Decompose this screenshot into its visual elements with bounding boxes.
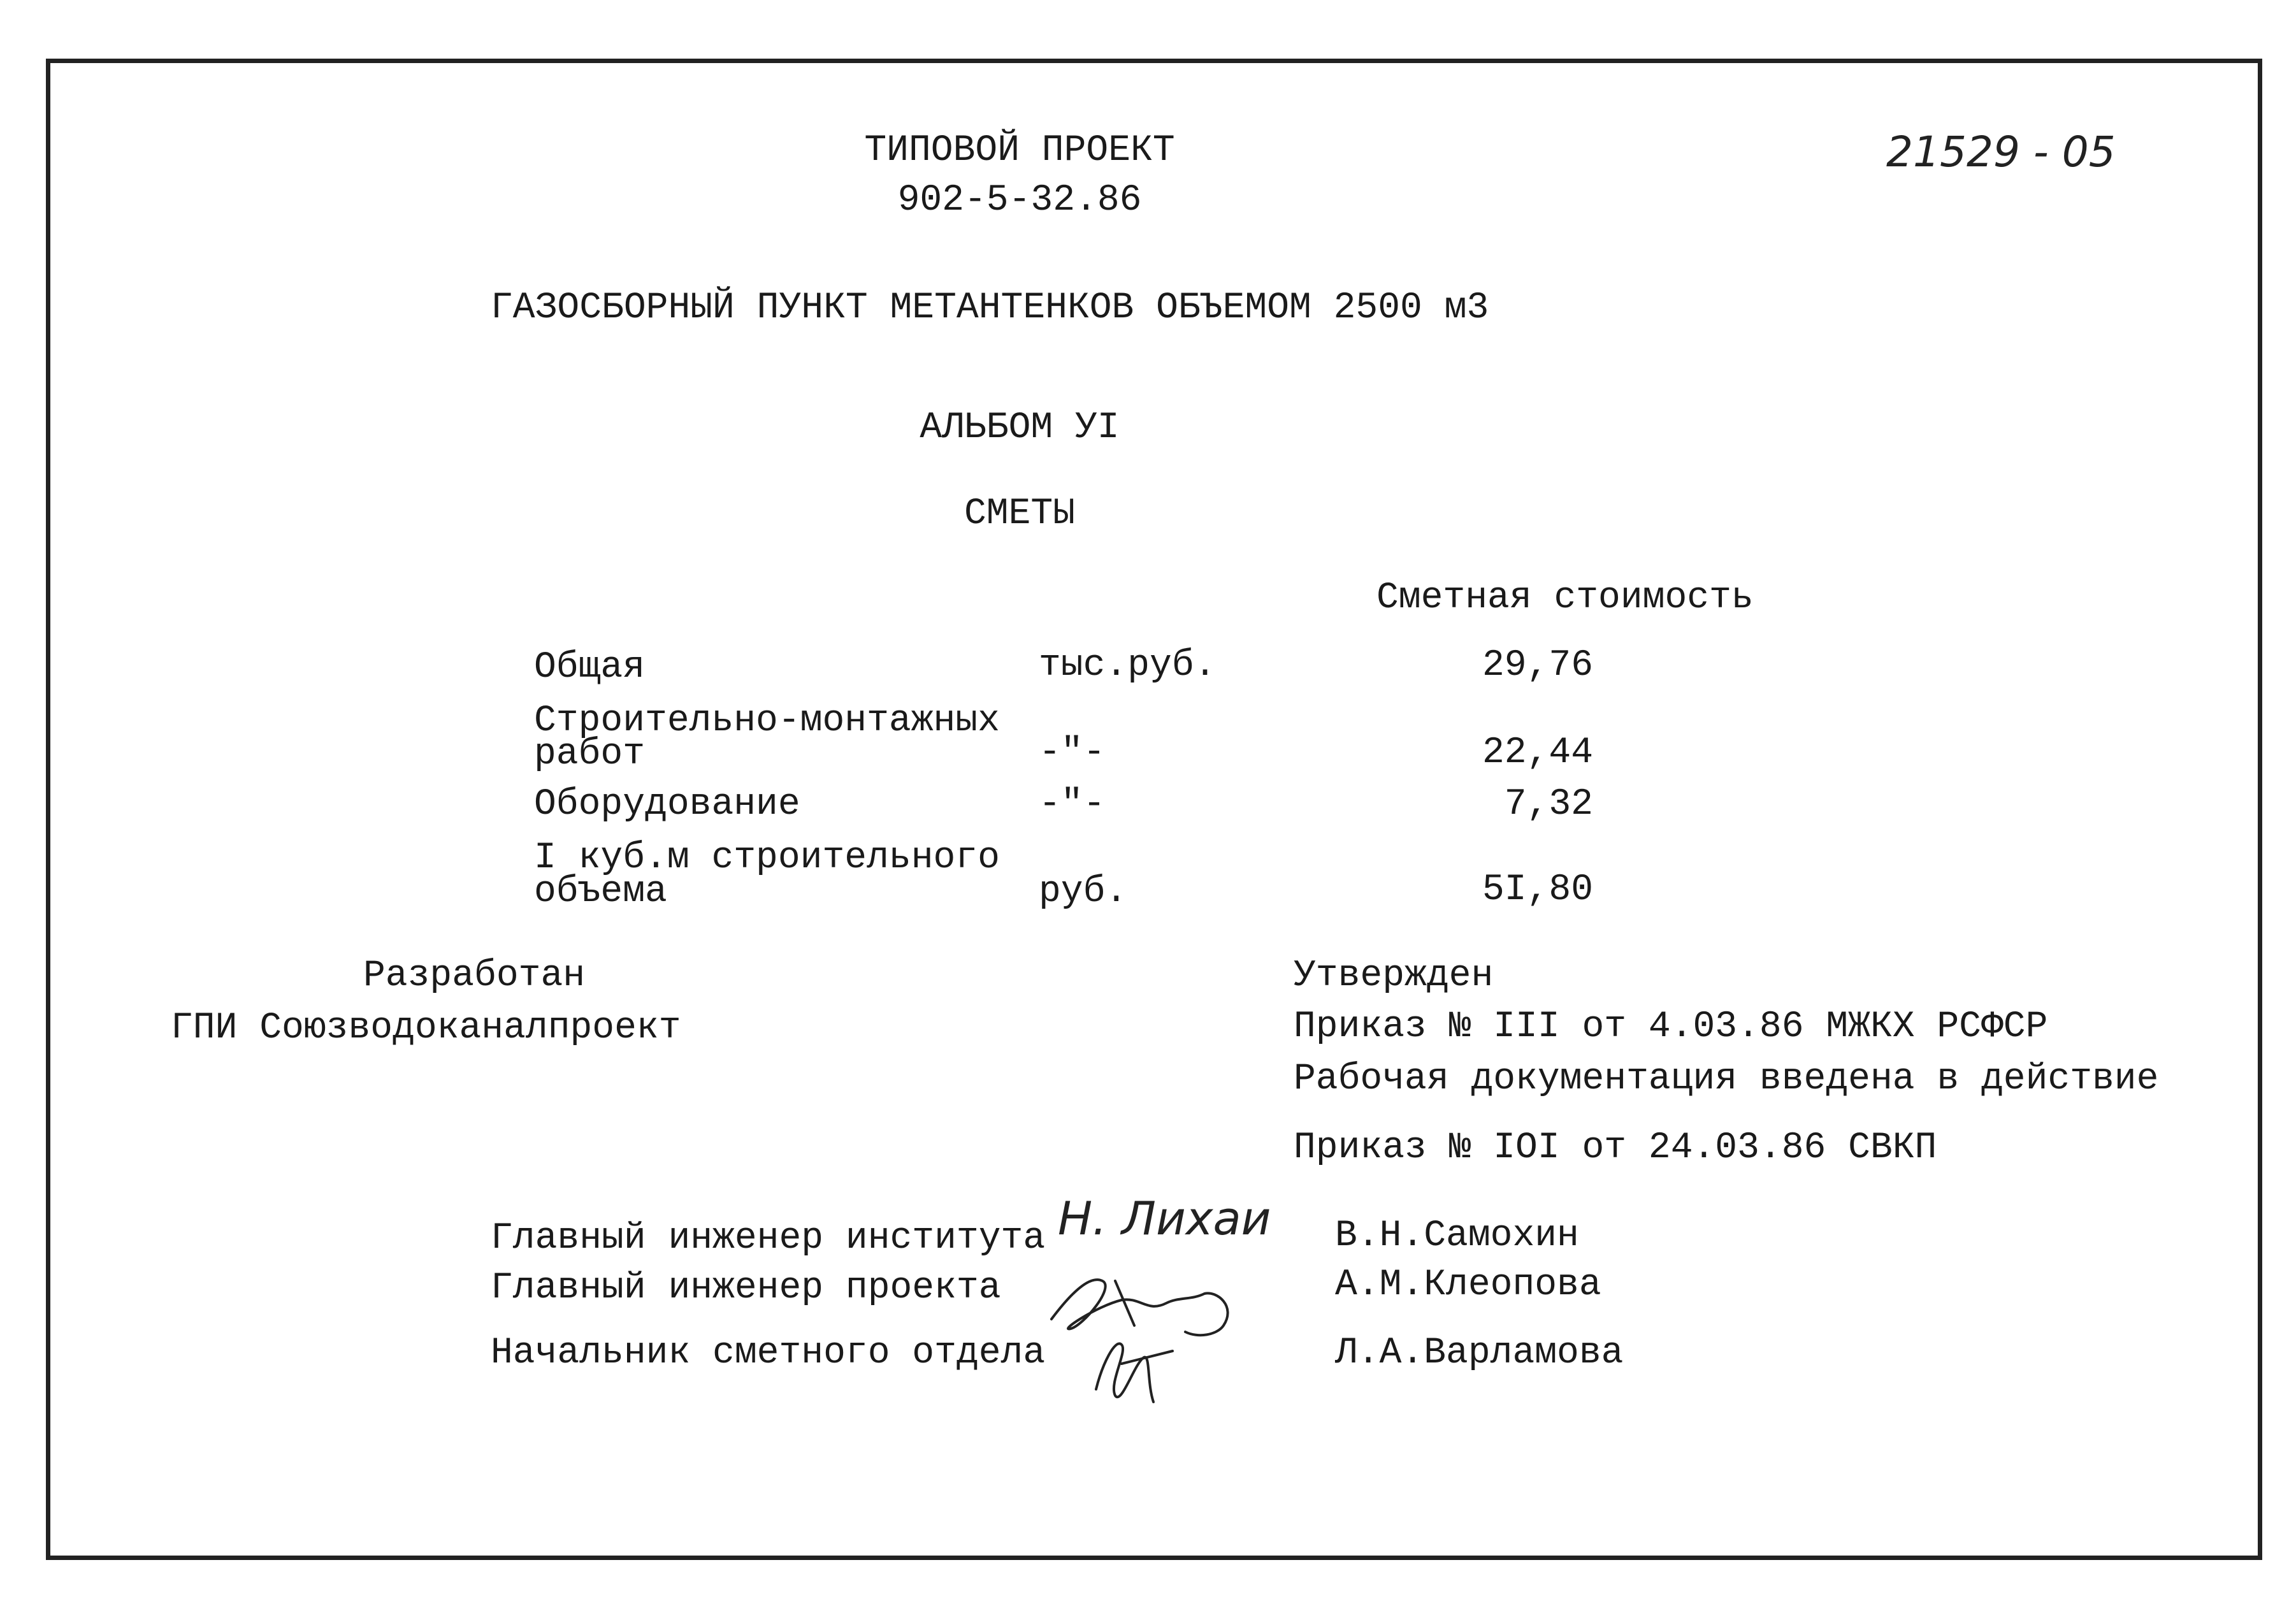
approval-order: Приказ № III от 4.03.86 МЖКХ РСФСР	[1294, 1006, 2048, 1048]
project-type-label: ТИПОВОЙ ПРОЕКТ	[864, 130, 1175, 171]
cost-row-unit: тыс.руб.	[1039, 645, 1217, 686]
document-title: ГАЗОСБОРНЫЙ ПУНКТ МЕТАНТЕНКОВ ОБЪЕМОМ 2500 м3	[491, 287, 1489, 329]
signatory-name: А.М.Клеопова	[1335, 1264, 1601, 1306]
cost-row-value: 22,44	[1482, 732, 1593, 774]
signatory-position: Главный инженер института	[491, 1218, 1046, 1259]
cost-row-label: Оборудование	[534, 784, 800, 825]
cost-row-value: 5I,80	[1482, 869, 1593, 911]
signatory-name: Л.А.Варламова	[1335, 1333, 1624, 1374]
handwritten-signature: Н. Лихаи	[1058, 1192, 1271, 1245]
project-number: 902-5-32.86	[897, 180, 1142, 221]
section-label: СМЕТЫ	[964, 493, 1076, 535]
cost-row-label: Строительно-монтажных	[534, 700, 1000, 742]
handwritten-stamp-number: 21529 - 05	[1886, 127, 2116, 177]
cost-row-unit: -"-	[1039, 784, 1106, 825]
approved-label: Утвержден	[1294, 955, 1494, 997]
cost-row-value: 29,76	[1482, 645, 1593, 686]
enactment-note: Рабочая документация введена в действие	[1294, 1058, 2159, 1100]
signature-mark	[1083, 1325, 1179, 1415]
signatory-position: Главный инженер проекта	[491, 1268, 1001, 1309]
cost-row-value: 7,32	[1504, 784, 1593, 825]
album-label: АЛЬБОМ УI	[920, 407, 1120, 449]
signatory-name: В.Н.Самохин	[1335, 1215, 1579, 1257]
cost-row-unit: руб.	[1039, 871, 1128, 913]
cost-row-label-continued: объема	[534, 871, 667, 913]
developer-organization: ГПИ Союзводоканалпроект	[171, 1008, 681, 1049]
cost-row-label: Общая	[534, 647, 646, 688]
cost-row-label-continued: работ	[534, 733, 646, 775]
cost-row-label: I куб.м строительного	[534, 837, 1000, 879]
cost-row-unit: -"-	[1039, 732, 1106, 774]
cost-column-header: Сметная стоимость	[1376, 577, 1754, 619]
developed-label: Разработан	[363, 955, 586, 997]
signatory-position: Начальник сметного отдела	[491, 1333, 1046, 1374]
enactment-order: Приказ № IOI от 24.03.86 СВКП	[1294, 1127, 1937, 1169]
